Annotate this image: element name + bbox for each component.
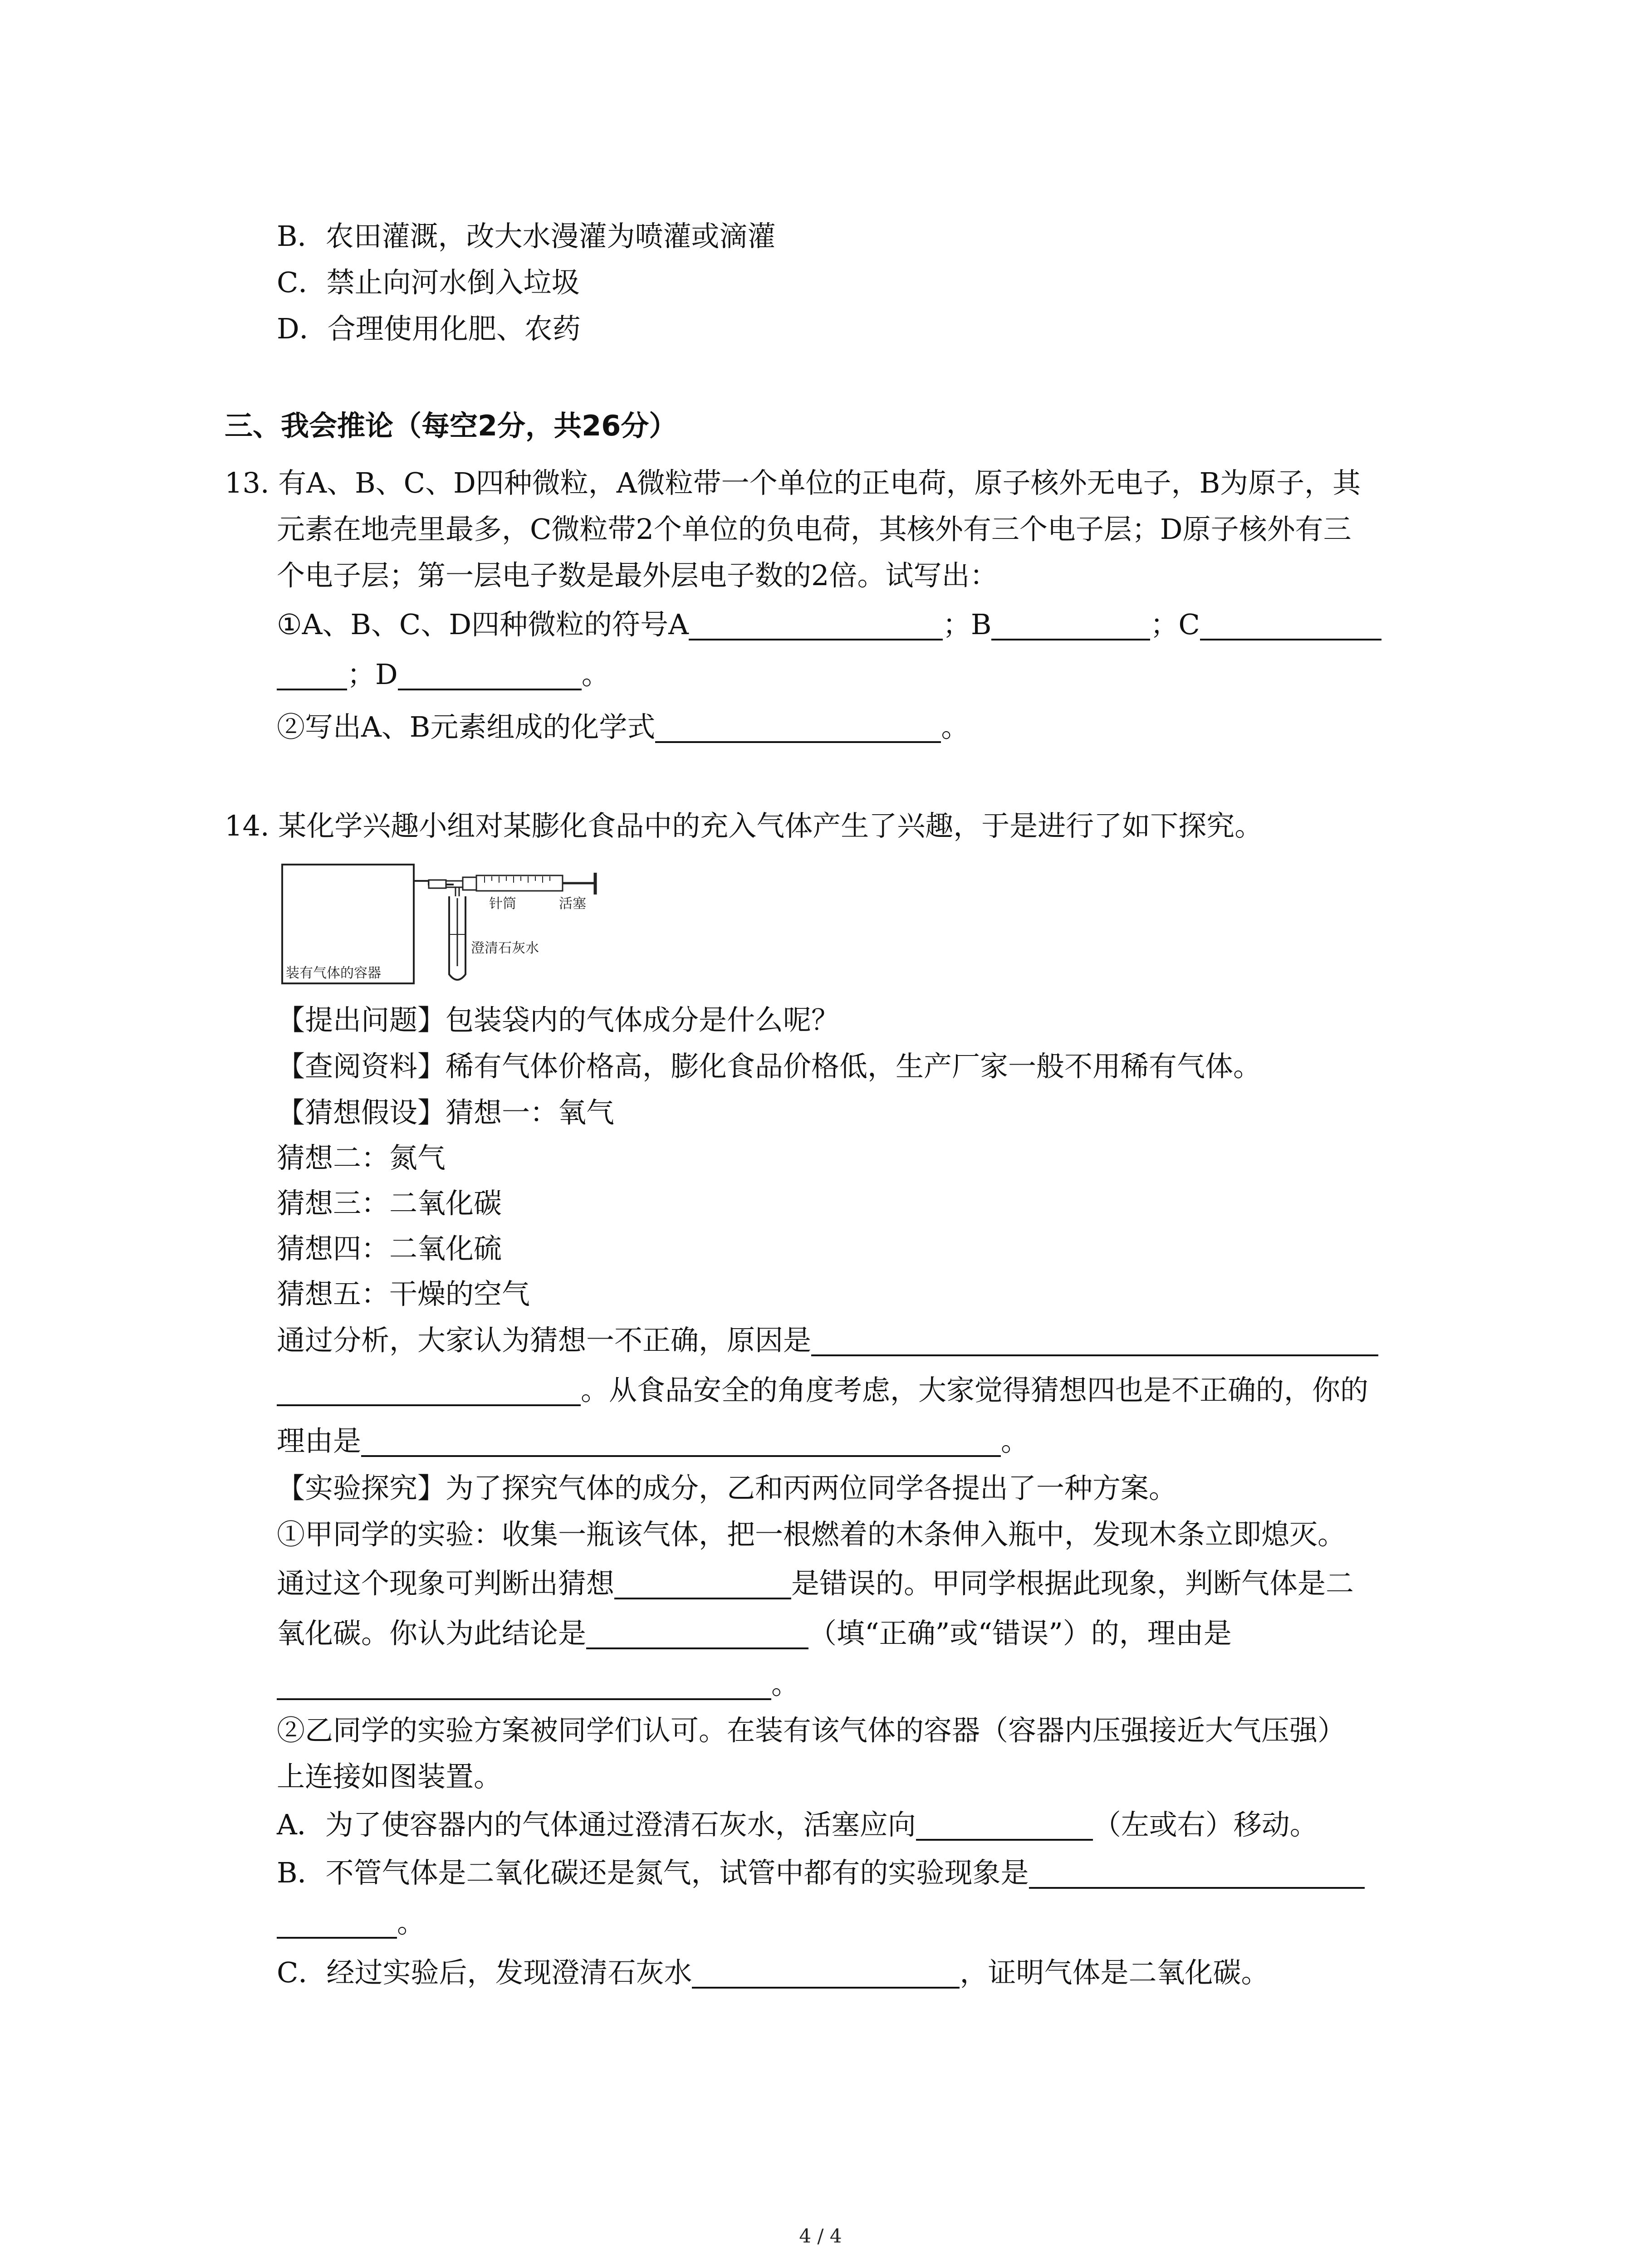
q13-part-2	[277, 710, 970, 743]
answer-blank-c-cont[interactable]	[277, 660, 347, 690]
q14-hypothesis-3: 猜想三：二氧化碳	[277, 1187, 502, 1220]
q14-line-1: 14. 某化学兴趣小组对某膨化食品中的充入气体产生了兴趣，于是进行了如下探究。	[225, 809, 1263, 842]
syringe-label: 针筒	[489, 896, 516, 912]
option-c: C．禁止向河水倒入垃圾	[277, 266, 580, 299]
answer-blank-phenomenon[interactable]	[1029, 1859, 1365, 1889]
answer-blank-direction[interactable]	[916, 1811, 1093, 1841]
q14-part-a-text-a: A．为了使容器内的气体通过澄清石灰水，活塞应向	[277, 1808, 916, 1841]
q14-analysis-3	[277, 1424, 1029, 1457]
q13-part-1-text-d: ；D	[347, 658, 398, 691]
answer-blank-judgement[interactable]	[586, 1619, 808, 1649]
answer-blank-judgement-reason[interactable]	[277, 1670, 771, 1700]
limewater-label: 澄清石灰水	[471, 940, 539, 956]
q14-analysis-1	[277, 1326, 1378, 1356]
q14-experiment: 【实验探究】为了探究气体的成分，乙和丙两位同学各提出了一种方案。	[277, 1471, 1177, 1505]
answer-blank-b[interactable]	[991, 611, 1150, 640]
q14-exp1-line-4	[277, 1667, 800, 1701]
q13-part-1	[277, 608, 1381, 641]
q14-part-a-text-b: （左或右）移动。	[1092, 1808, 1318, 1841]
q14-exp1-line-1: ①甲同学的实验：收集一瓶该气体，把一根燃着的木条伸入瓶中，发现木条立即熄灭。	[277, 1518, 1346, 1551]
q13-part-1-text-b: ；B	[942, 608, 992, 641]
q14-part-b-text: B．不管气体是二氧化碳还是氮气，试管中都有的实验现象是	[277, 1856, 1029, 1889]
q14-part-c-text-b: ，证明气体是二氧化碳。	[960, 1956, 1269, 1989]
page-number: 4 / 4	[799, 2225, 842, 2247]
answer-blank-phenomenon-cont[interactable]	[277, 1909, 397, 1939]
q14-problem: 【提出问题】包装袋内的气体成分是什么呢？	[277, 1003, 840, 1036]
answer-blank-reason-1[interactable]	[811, 1326, 1378, 1356]
q13-line-3: 个电子层；第一层电子数是最外层电子数的2倍。试写出：	[277, 559, 998, 592]
q14-exp1-line-2-text-b: 是错误的。甲同学根据此现象，判断气体是二	[791, 1567, 1354, 1600]
option-b: B．农田灌溉，改大水漫灌为喷灌或滴灌	[277, 220, 776, 253]
q13-part-1-cont	[277, 660, 610, 690]
q13-part-2-text: ②写出A、B元素组成的化学式	[277, 710, 656, 743]
answer-blank-hypothesis[interactable]	[614, 1569, 791, 1599]
q14-part-c	[277, 1956, 1269, 1989]
q13-part-1-end: 。	[581, 658, 610, 691]
q14-analysis-3-text: 理由是	[277, 1424, 362, 1457]
q14-part-c-text-a: C．经过实验后，发现澄清石灰水	[277, 1956, 692, 1989]
q14-info: 【查阅资料】稀有气体价格高，膨化食品价格低，生产厂家一般不用稀有气体。	[277, 1050, 1262, 1083]
q13-part-1-text-c: ；C	[1150, 608, 1200, 641]
answer-blank-reason-2[interactable]	[361, 1427, 1001, 1457]
q14-exp1-line-2-text-a: 通过这个现象可判断出猜想	[277, 1567, 615, 1600]
container-label: 装有气体的容器	[286, 965, 381, 981]
q14-exp2-line-2: 上连接如图装置。	[277, 1760, 502, 1793]
answer-blank-c[interactable]	[1200, 611, 1381, 640]
q14-exp1-line-3-text-a: 氧化碳。你认为此结论是	[277, 1617, 587, 1650]
q14-exp1-line-4-end: 。	[771, 1667, 800, 1701]
answer-blank-formula[interactable]	[655, 713, 941, 743]
q14-exp1-line-2	[277, 1569, 1354, 1599]
q14-analysis-3-end: 。	[1001, 1424, 1029, 1457]
q13-line-2: 元素在地壳里最多，C微粒带2个单位的负电荷，其核外有三个电子层；D原子核外有三	[277, 513, 1352, 546]
q14-exp1-line-3	[277, 1619, 1232, 1649]
section-heading: 三、我会推论（每空2分，共26分）	[225, 409, 677, 442]
q13-part-1-text-a: ①A、B、C、D四种微粒的符号A	[277, 608, 689, 641]
tube-joint-right	[463, 877, 476, 890]
tube-joint-left	[429, 880, 446, 888]
q14-hypothesis-1: 【猜想假设】猜想一：氧气	[277, 1096, 615, 1129]
plunger-label: 活塞	[559, 896, 586, 912]
q14-exp1-line-3-text-b: （填“正确”或“错误”）的，理由是	[808, 1617, 1232, 1650]
answer-blank-d[interactable]	[398, 660, 582, 690]
q13-part-2-end: 。	[941, 710, 970, 743]
q14-hypothesis-2: 猜想二：氮气	[277, 1141, 446, 1174]
apparatus-figure	[272, 853, 644, 1002]
q14-hypothesis-5: 猜想五：干燥的空气	[277, 1277, 530, 1310]
answer-blank-limewater[interactable]	[692, 1959, 960, 1989]
option-d: D．合理使用化肥、农药	[277, 312, 581, 345]
q14-analysis-1-text: 通过分析，大家认为猜想一不正确，原因是	[277, 1324, 812, 1357]
q14-part-b	[277, 1856, 1365, 1889]
q14-part-b-cont	[277, 1906, 426, 1939]
q14-exp2-line-1: ②乙同学的实验方案被同学们认可。在装有该气体的容器（容器内压强接近大气压强）	[277, 1714, 1346, 1747]
answer-blank-reason-1-cont[interactable]	[277, 1376, 581, 1406]
answer-blank-a[interactable]	[689, 611, 943, 640]
q14-analysis-2	[277, 1376, 1368, 1406]
q14-analysis-2-text: 。从食品安全的角度考虑，大家觉得猜想四也是不正确的，你的	[581, 1374, 1369, 1407]
q14-hypothesis-4: 猜想四：二氧化硫	[277, 1232, 502, 1265]
q14-part-a	[277, 1808, 1318, 1841]
q14-part-b-end: 。	[397, 1906, 426, 1939]
q13-line-1: 13. 有A、B、C、D四种微粒，A微粒带一个单位的正电荷，原子核外无电子，B为原子，其	[225, 466, 1361, 499]
